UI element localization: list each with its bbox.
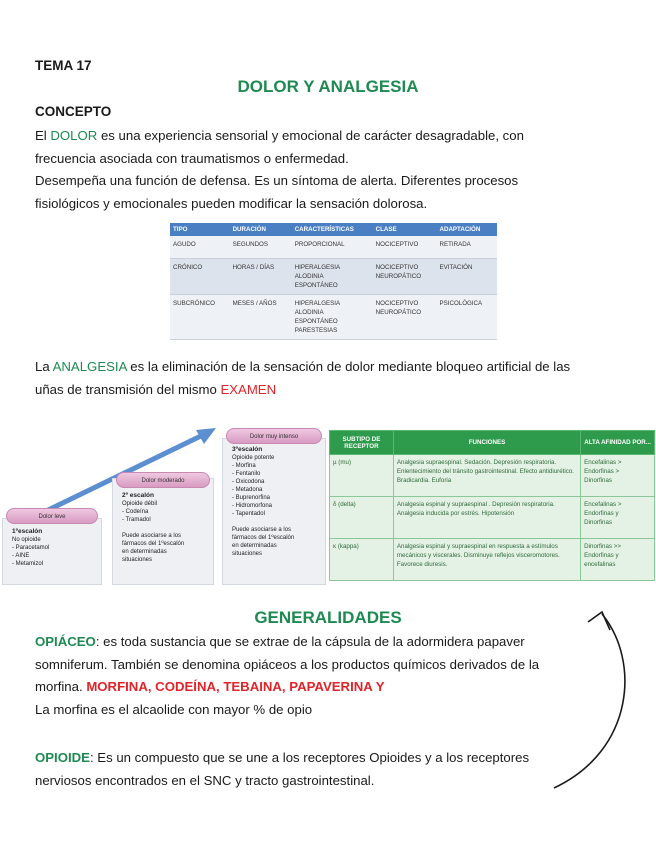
text-span: El [35, 128, 51, 143]
pain-table-cell: HIPERALGESIA ALODINIA ESPONTÁNEO [292, 258, 373, 294]
pain-table-cell: NOCICEPTIVO [373, 236, 437, 258]
text-line: frecuencia asociada con traumatismos o enfermedad. [35, 150, 349, 166]
ladder-step-1-text [12, 528, 100, 568]
page-title: DOLOR Y ANALGESIA [237, 77, 419, 96]
table-row [170, 236, 497, 258]
pain-table-cell: EVITACIÓN [437, 258, 497, 294]
pain-table-cell: SEGUNDOS [230, 236, 292, 258]
keyword-dolor: DOLOR [50, 128, 98, 143]
analgesia-paragraph [35, 356, 635, 401]
table-row [330, 497, 655, 539]
text-span: La [35, 359, 53, 374]
curved-arrow [540, 600, 650, 800]
ladder-step-3-text [232, 446, 324, 558]
pain-table-cell: NOCICEPTIVO NEUROPÁTICO [373, 294, 437, 339]
pain-classification-table [170, 223, 497, 340]
keyword-analgesia: ANALGESIA [52, 359, 127, 374]
opiaceo-list: MORFINA, CODEÍNA, TEBAINA, PAPAVERINA Y [86, 679, 385, 694]
section-heading-generalidades: GENERALIDADES [254, 608, 402, 627]
pain-table-cell: HORAS / DÍAS [230, 258, 292, 294]
ladder-step-3-note: Puede asociarse a los fármacos del 1ºescalón en determinadas situaciones [232, 527, 295, 557]
receptor-table-header: SUBTIPO DE RECEPTOR [330, 431, 394, 455]
receptor-table-cell: δ (delta) [330, 497, 394, 539]
ladder-label-2: Dolor moderado [116, 472, 210, 488]
analgesic-ladder [0, 418, 330, 588]
receptor-table-cell: Encefalinas > Endorfinas > Dinorfinas [581, 455, 655, 497]
pain-table-cell: AGUDO [170, 236, 230, 258]
receptor-table-header: FUNCIONES [393, 431, 580, 455]
ladder-step-1-body: No opioide - Paracetamol - AINE - Metamizol [12, 537, 50, 567]
text-line: La morfina es el alcaolide con mayor % de opio [35, 701, 313, 717]
receptor-table-cell: Analgesia espinal y supraespinal . Depresión respiratoria. Analgesia inducida por estrés. Hipotensión [393, 497, 580, 539]
text-line: nerviosos encontrados en el SNC y tracto gastrointestinal. [35, 772, 375, 788]
pain-table-cell: CRÓNICO [170, 258, 230, 294]
text-span: morfina. [35, 679, 87, 694]
table-row [170, 294, 497, 339]
pain-table-header: ADAPTACIÓN [437, 223, 497, 236]
table-row [170, 258, 497, 294]
text-span: es una experiencia sensorial y emocional de carácter desagradable, con [97, 128, 524, 143]
pain-table-cell: PROPORCIONAL [292, 236, 373, 258]
topic-number: TEMA 17 [35, 58, 92, 73]
pain-table-cell: HIPERALGESIA ALODINIA ESPONTÁNEO PARESTESIAS [292, 294, 373, 339]
receptor-table-header: ALTA AFINIDAD POR... [581, 431, 655, 455]
pain-table-header: TIPO [170, 223, 230, 236]
ladder-step-2-note: Puede asociarse a los fármacos del 1ºescalón en determinadas situaciones [122, 533, 185, 563]
opioid-receptor-table [329, 430, 655, 581]
keyword-opiaceo: OPIÁCEO [35, 634, 96, 649]
ladder-step-1-title: 1ºescalón [12, 528, 43, 535]
receptor-table-cell: Dinorfinas >> Endorfinas y encefalinas [581, 539, 655, 581]
receptor-table-cell: κ (kappa) [330, 539, 394, 581]
pain-table-cell: RETIRADA [437, 236, 497, 258]
opiaceo-paragraph [35, 631, 595, 721]
ladder-step-3-body: Opioide potente - Morfina - Fentanilo - Oxicodona - Metadona - Buprenorfina - Hidromorfona - Tapentadol [232, 455, 275, 517]
text-span: es la eliminación de la sensación de dolor mediante bloqueo artificial de las [126, 359, 571, 374]
text-line: somniferum. También se denomina opiáceos a los productos químicos derivados de la [35, 656, 540, 672]
text-span: : Es un compuesto que se une a los receptores Opioides y a los receptores [89, 750, 530, 765]
pain-table-cell: MESES / AÑOS [230, 294, 292, 339]
pain-table-cell: PSICOLÓGICA [437, 294, 497, 339]
section-heading-concepto: CONCEPTO [35, 104, 112, 119]
ladder-label-3: Dolor muy intenso [226, 428, 322, 444]
ladder-step-2-body: Opioide débil - Codeína - Tramadol [122, 501, 158, 523]
pain-table-header: DURACIÓN [230, 223, 292, 236]
text-line: fisiológicos y emocionales pueden modificar la sensación dolorosa. [35, 195, 428, 211]
ladder-label-1: Dolor leve [6, 508, 98, 524]
text-span: : es toda sustancia que se extrae de la cápsula de la adormidera papaver [95, 634, 525, 649]
receptor-table-cell: µ (mu) [330, 455, 394, 497]
text-line: Desempeña una función de defensa. Es un síntoma de alerta. Diferentes procesos [35, 173, 519, 188]
receptor-table-cell: Analgesia espinal y supraespinal en respuesta a estímulos mecánicos y viscerales. Disminuye reflejos visceromotores. Favorece diuresis. [393, 539, 580, 581]
keyword-examen: EXAMEN [220, 381, 277, 397]
pain-table-header: CLASE [373, 223, 437, 236]
ladder-step-2-title: 2º escalón [122, 492, 155, 499]
ladder-step-3-title: 3ºescalón [232, 446, 263, 453]
receptor-table-cell: Analgesia supraespinal. Sedación. Depresión respiratoria. Enlentecimiento del tránsito gastrointestinal. Efecto antidiurético. Bradicardia. Euforia [393, 455, 580, 497]
pain-table-cell: SUBCRÓNICO [170, 294, 230, 339]
pain-table-cell: NOCICEPTIVO NEUROPÁTICO [373, 258, 437, 294]
text-span: uñas de transmisión del mismo [35, 381, 221, 397]
table-row [330, 455, 655, 497]
opioide-paragraph [35, 747, 595, 792]
table-row [330, 539, 655, 581]
receptor-table-cell: Encefalinas > Endorfinas y Dinorfinas [581, 497, 655, 539]
ladder-step-2-text [122, 492, 214, 564]
keyword-opioide: OPIOIDE [35, 750, 90, 765]
pain-table-header: CARACTERÍSTICAS [292, 223, 373, 236]
concepto-paragraph [35, 125, 635, 215]
